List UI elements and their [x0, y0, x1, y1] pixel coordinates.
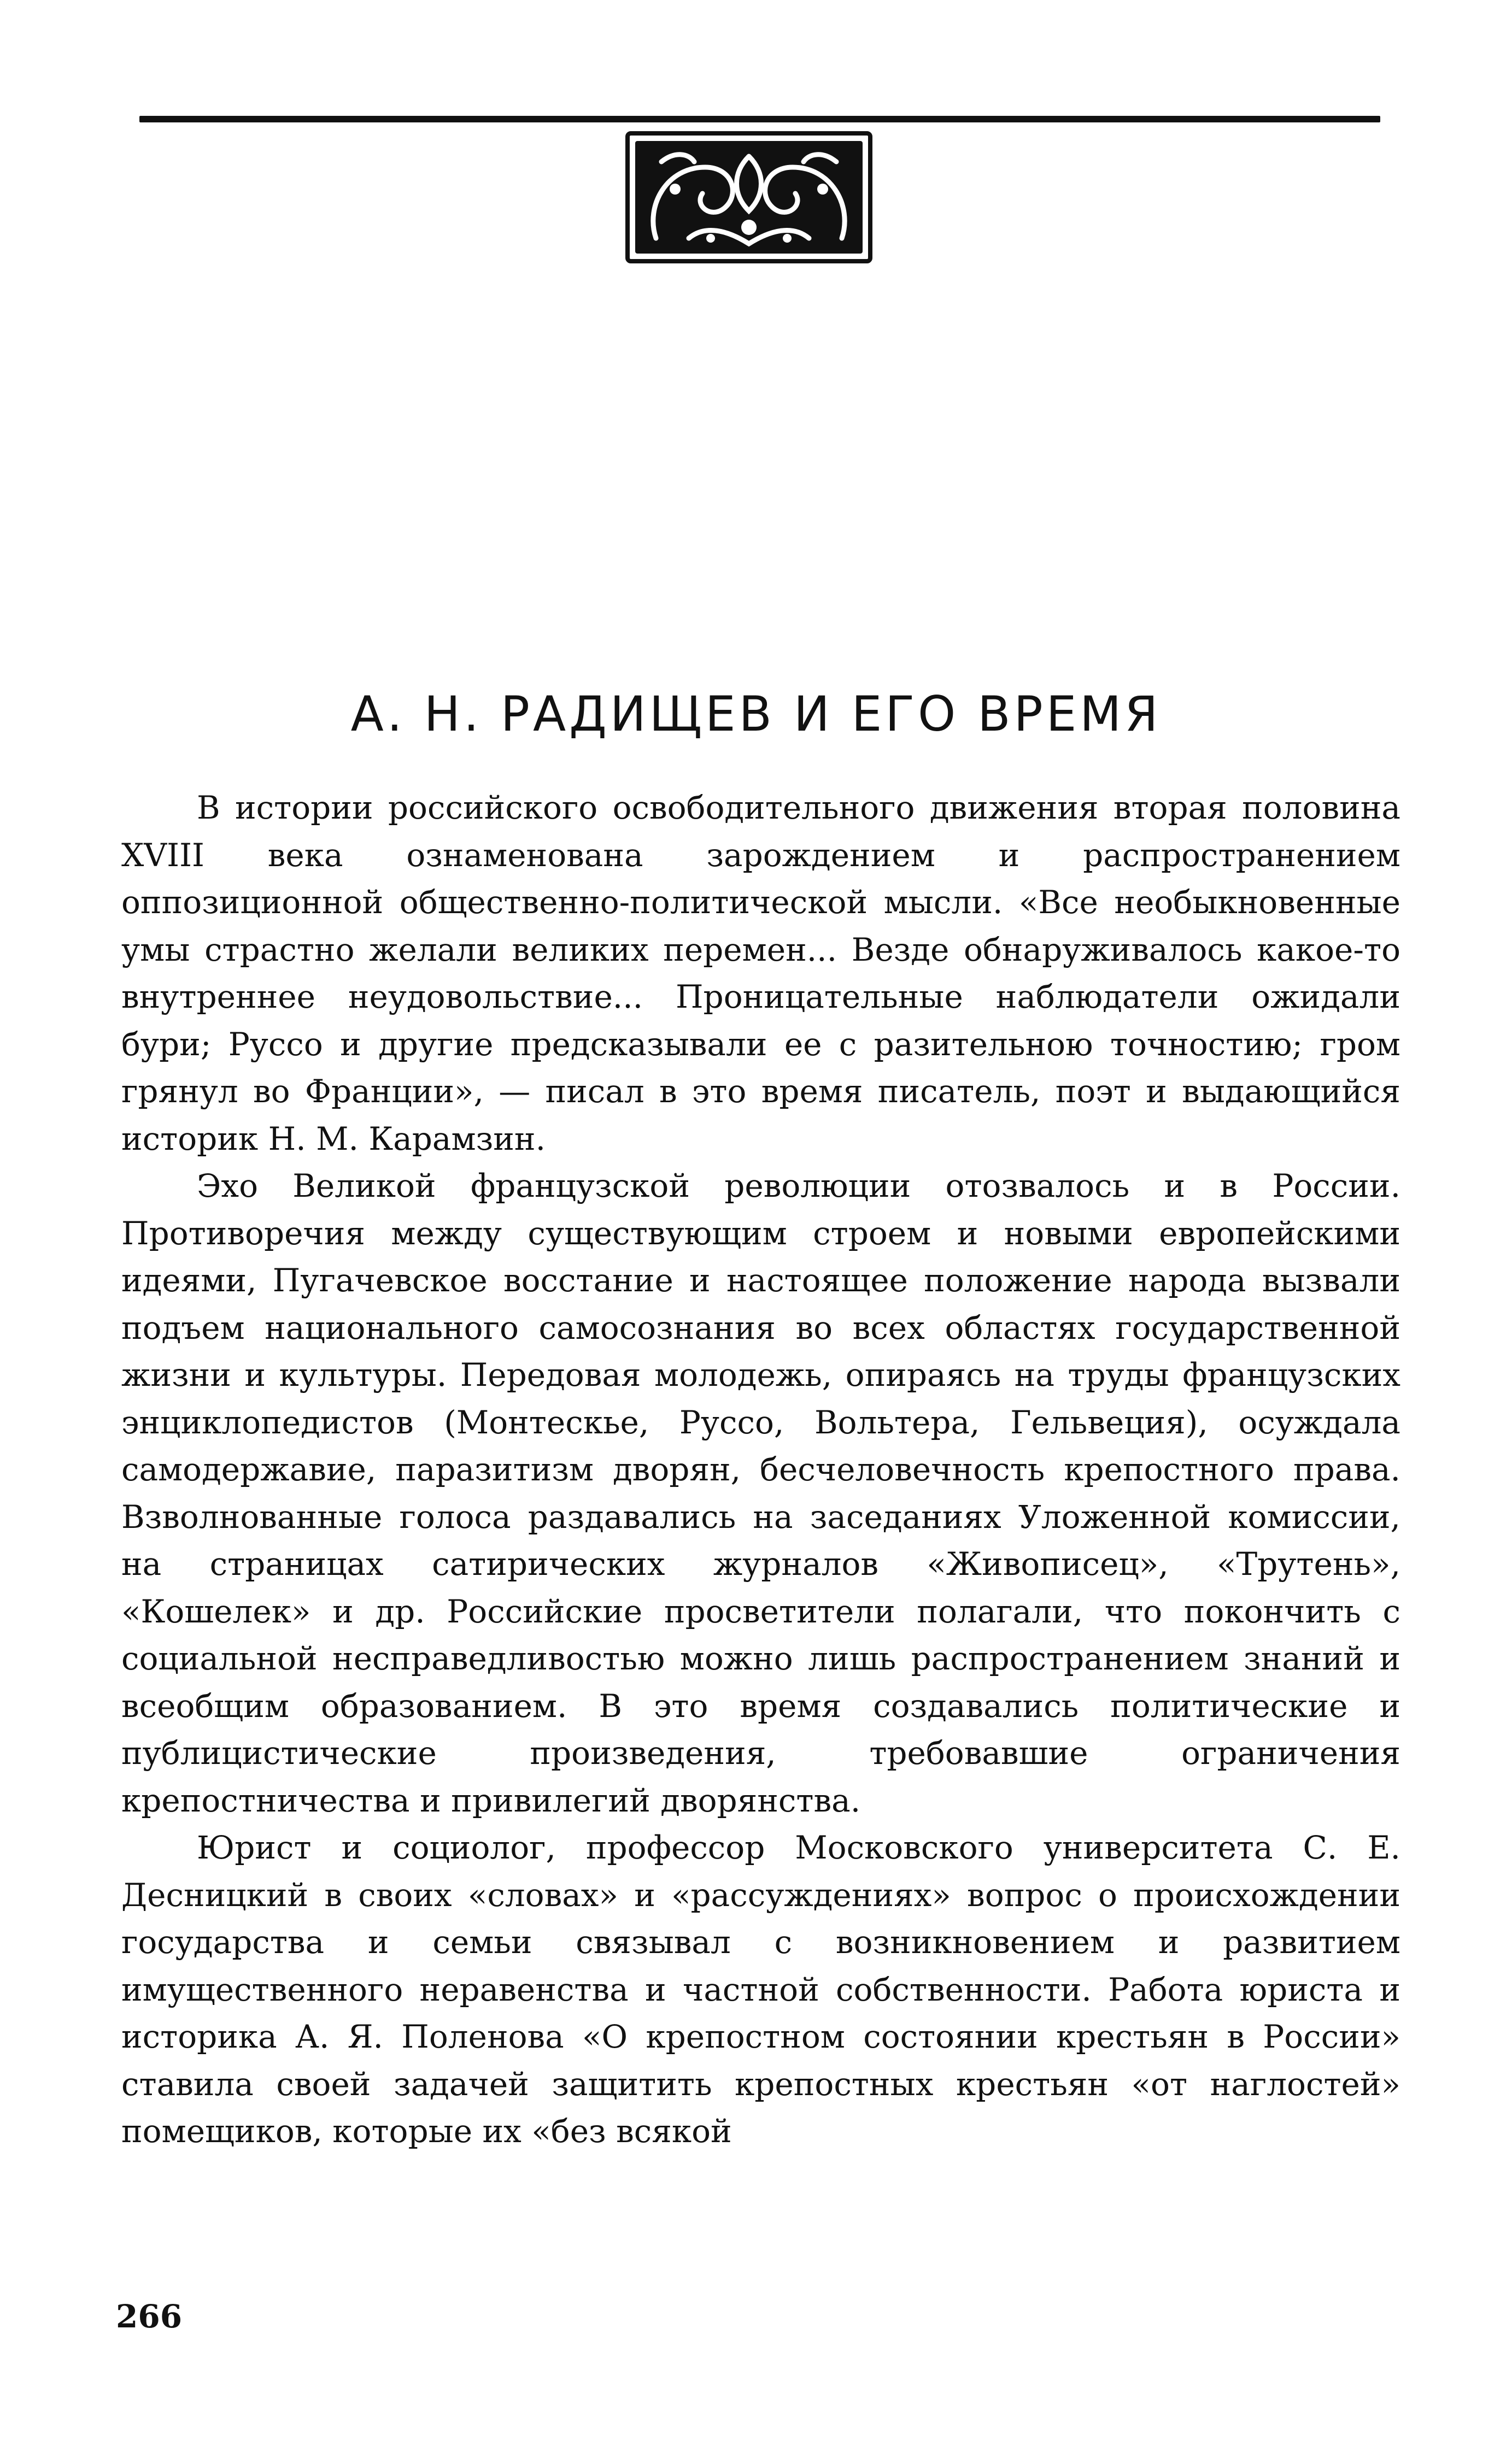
paragraph: В истории российского освободительного движения вторая половина XVIII века ознаменована зарождением и распространением оппозиционной общественно-политической мысли. «Все необыкновенные умы страстно желали великих перемен... Везде обнаруживалось какое-то внутреннее неудовольствие... Проницательные наблюдатели ожидали бури; Руссо и другие предсказывали ее с разительною точностию; гром грянул во Франции», — писал в это время писатель, поэт и выдающийся историк Н. М. Карамзин. — [121, 789, 1400, 1157]
header-rule — [139, 116, 1380, 122]
floral-vignette-icon — [623, 129, 875, 266]
paragraph: Эхо Великой французской революции отозвалось и в России. Противоречия между существующим строем и новыми европейскими идеями, Пугачевское восстание и настоящее положение народа вызвали подъем национального самосознания во всех областях государственной жизни и культуры. Передовая молодежь, опираясь на труды французских энциклопедистов (Монтескье, Руссо, Вольтера, Гельвеция), осуждала самодержавие, паразитизм дворян, бесчеловечность крепостного права. Взволнованные голоса раздавались на заседаниях Уложенной комиссии, на страницах сатирических журналов «Живописец», «Трутень», «Кошелек» и др. Российские просветители полагали, что покончить с социальной несправедливостью можно лишь распространением знаний и всеобщим образованием. В это время создавались политические и публицистические произведения, требовавшие ограничения крепостничества и привилегий дворянства. — [121, 1167, 1400, 1819]
page-number: 266 — [116, 2298, 183, 2335]
body-text — [121, 784, 1400, 2155]
chapter-title: А. Н. РАДИЩЕВ И ЕГО ВРЕМЯ — [350, 686, 1162, 742]
paragraph: Юрист и социолог, профессор Московского университета С. Е. Десницкий в своих «словах» и «рассуждениях» вопрос о происхождении государства и семьи связывал с возникновением и развитием имущественного неравенства и частной собственности. Работа юриста и историка А. Я. Поленова «О крепостном состоянии крестьян в России» ставила своей задачей защитить крепостных крестьян «от наглостей» помещиков, которые их «без всякой — [121, 1829, 1400, 2150]
